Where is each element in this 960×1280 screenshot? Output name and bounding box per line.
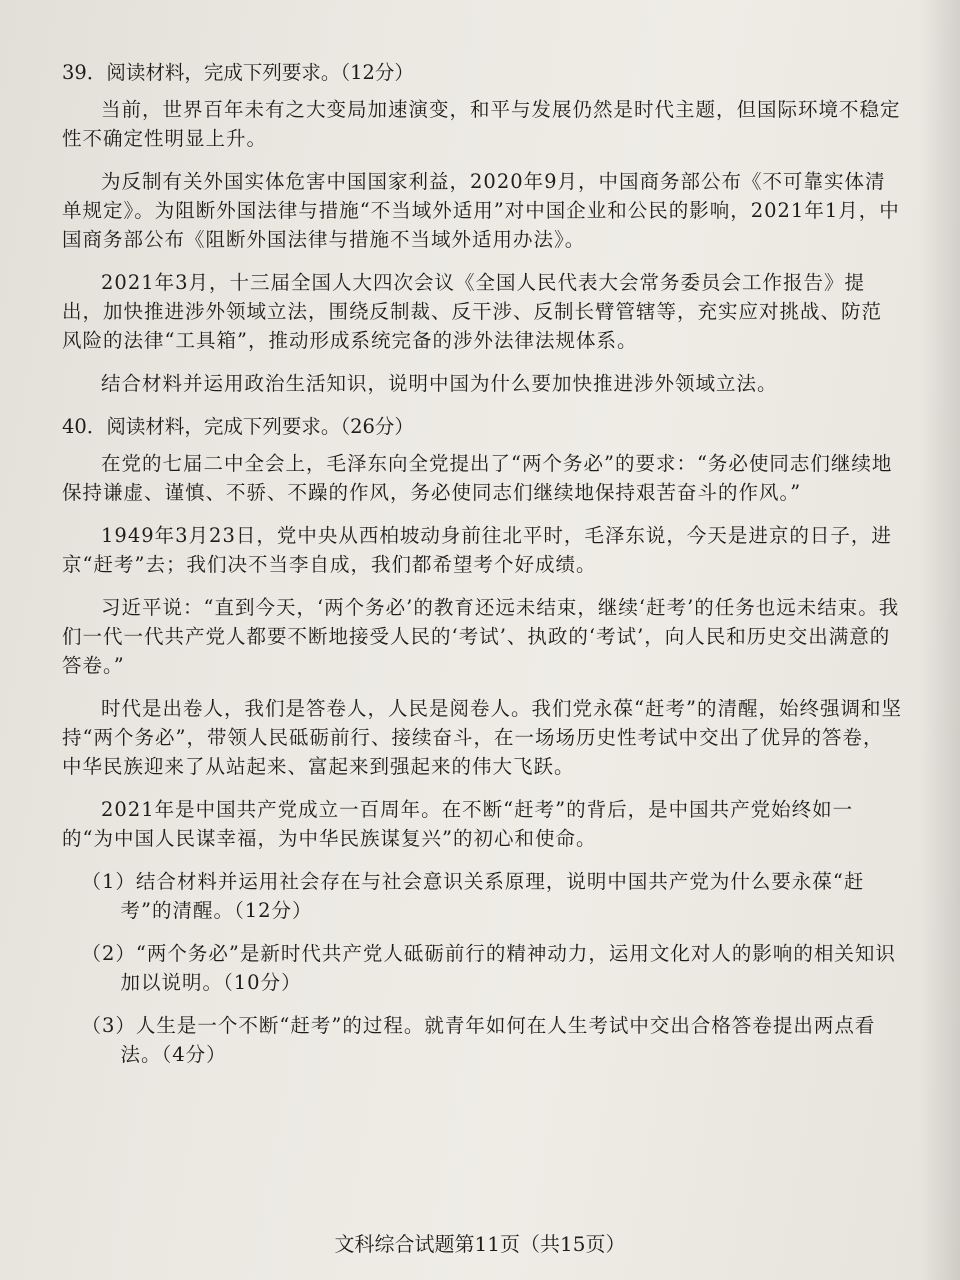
question-39: [62, 58, 902, 398]
question-40-task-3: （3）人生是一个不断“赶考”的过程。就青年如何在人生考试中交出合格答卷提出两点看法。（4分）: [81, 1014, 876, 1066]
question-39-paragraph: 当前，世界百年未有之大变局加速演变，和平与发展仍然是时代主题，但国际环境不稳定性不确定性明显上升。: [62, 98, 901, 150]
question-40-task-2: （2）“两个务必”是新时代共产党人砥砺前行的精神动力，运用文化对人的影响的相关知识加以说明。（10分）: [81, 942, 896, 994]
question-40-paragraph: 时代是出卷人，我们是答卷人，人民是阅卷人。我们党永葆“赶考”的清醒，始终强调和坚持“两个务必”，带领人民砥砺前行、接续奋斗，在一场场历史性考试中交出了优异的答卷，中华民族迎来了从站起来、富起来到强起来的伟大飞跃。: [62, 697, 902, 778]
page-footer: 文科综合试题第11页（共15页）: [334, 1232, 626, 1256]
question-40: [62, 412, 902, 1069]
question-40-paragraph: 习近平说：“直到今天，‘两个务必’的教育还远未结束，继续‘赶考’的任务也远未结束。我们一代一代共产党人都要不断地接受人民的‘考试’、执政的‘考试’，向人民和历史交出满意的答卷。”: [62, 596, 900, 677]
question-40-paragraph: 1949年3月23日，党中央从西柏坡动身前往北平时，毛泽东说，今天是进京的日子，进京“赶考”去；我们决不当李自成，我们都希望考个好成绩。: [62, 524, 892, 576]
question-40-paragraph: 在党的七届二中全会上，毛泽东向全党提出了“两个务必”的要求：“务必使同志们继续地保持谦虚、谨慎、不骄、不躁的作风，务必使同志们继续地保持艰苦奋斗的作风。”: [62, 452, 893, 504]
question-39-prompt: 结合材料并运用政治生活知识，说明中国为什么要加快推进涉外领域立法。: [101, 372, 778, 395]
question-40-heading: 40．阅读材料，完成下列要求。（26分）: [62, 415, 414, 438]
question-40-task-1: （1）结合材料并运用社会存在与社会意识关系原理，说明中国共产党为什么要永葆“赶考”的清醒。（12分）: [81, 870, 865, 922]
question-39-paragraph: 为反制有关外国实体危害中国国家利益，2020年9月，中国商务部公布《不可靠实体清单规定》。为阻断外国法律与措施“不当域外适用”对中国企业和公民的影响，2021年1月，中国商务部公布《阻断外国法律与措施不当域外适用办法》。: [62, 170, 900, 251]
question-40-paragraph: 2021年是中国共产党成立一百周年。在不断“赶考”的背后，是中国共产党始终如一的“为中国人民谋幸福，为中华民族谋复兴”的初心和使命。: [62, 798, 854, 850]
page-content: [62, 58, 902, 1083]
question-39-heading: 39．阅读材料，完成下列要求。（12分）: [62, 61, 414, 84]
question-39-paragraph: 2021年3月，十三届全国人大四次会议《全国人民代表大会常务委员会工作报告》提出，加快推进涉外领域立法，围绕反制裁、反干涉、反制长臂管辖等，充实应对挑战、防范风险的法律“工具箱”，推动形成系统完备的涉外法律法规体系。: [62, 271, 883, 352]
page-edge-shadow: [920, 0, 960, 1280]
